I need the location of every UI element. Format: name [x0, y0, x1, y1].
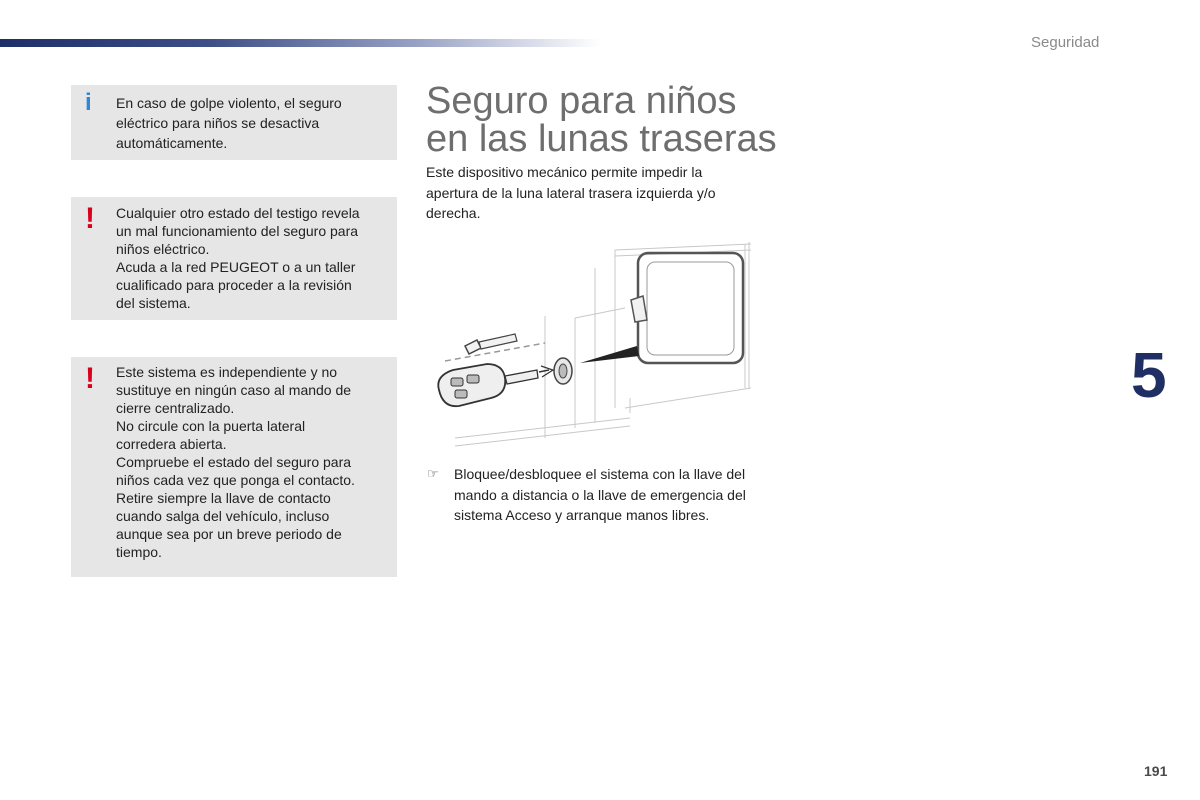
instruction-text: Bloquee/desbloquee el sistema con la llave del mando a distancia o la llave de emergencia del sistema Acceso y arranque manos libres. [454, 466, 746, 523]
header-gradient-bar [0, 39, 600, 47]
info-note-text [116, 93, 391, 153]
page-number: 191 [1144, 763, 1168, 779]
warning-note [71, 197, 397, 320]
warning-note-text [116, 204, 391, 312]
note-line: niños cada vez que ponga el contacto. [116, 472, 355, 488]
info-icon: i [85, 89, 92, 116]
note-line: No circule con la puerta lateral [116, 418, 306, 434]
note-line: Retire siempre la llave de contacto [116, 490, 331, 506]
page-title [426, 82, 786, 158]
lock-tab-icon [631, 296, 647, 322]
note-line: automáticamente. [116, 135, 228, 151]
exclamation-icon: ! [85, 202, 95, 235]
child-lock-illustration [425, 238, 755, 458]
note-line: cuando salga del vehículo, incluso [116, 508, 330, 524]
title-line: en las lunas traseras [426, 118, 777, 160]
intro-paragraph: Este dispositivo mecánico permite impedir la apertura de la luna lateral trasera izquierda y/o derecha. [426, 164, 716, 221]
note-line: tiempo. [116, 544, 162, 560]
note-line: En caso de golpe violento, el seguro [116, 95, 342, 111]
remote-key-icon [438, 364, 553, 406]
note-line: Acuda a la red PEUGEOT o a un taller [116, 259, 356, 275]
note-line: eléctrico para niños se desactiva [116, 115, 320, 131]
pointing-hand-icon: ☞ [427, 466, 439, 481]
window-frame [638, 253, 743, 363]
exclamation-icon: ! [85, 362, 95, 395]
info-note [71, 85, 397, 160]
note-line: aunque sea por un breve periodo de [116, 526, 342, 542]
note-line: Compruebe el estado del seguro para [116, 454, 352, 470]
section-label: Seguridad [1031, 34, 1100, 51]
note-line: cualificado para proceder a la revisión [116, 277, 352, 293]
note-line: sustituye en ningún caso al mando de [116, 382, 352, 398]
note-line: un mal funcionamiento del seguro para [116, 223, 359, 239]
note-line: niños eléctrico. [116, 241, 210, 257]
emergency-key-icon [465, 334, 517, 354]
note-line: del sistema. [116, 295, 191, 311]
warning-note-text [116, 363, 391, 561]
note-line: corredera abierta. [116, 436, 227, 452]
chapter-number: 5 [1131, 339, 1167, 411]
warning-note [71, 357, 397, 577]
note-line: cierre centralizado. [116, 400, 235, 416]
pointer-wedge [580, 346, 639, 363]
title-line: Seguro para niños [426, 80, 737, 122]
note-line: Cualquier otro estado del testigo revela [116, 205, 360, 221]
note-line: Este sistema es independiente y no [116, 364, 338, 380]
